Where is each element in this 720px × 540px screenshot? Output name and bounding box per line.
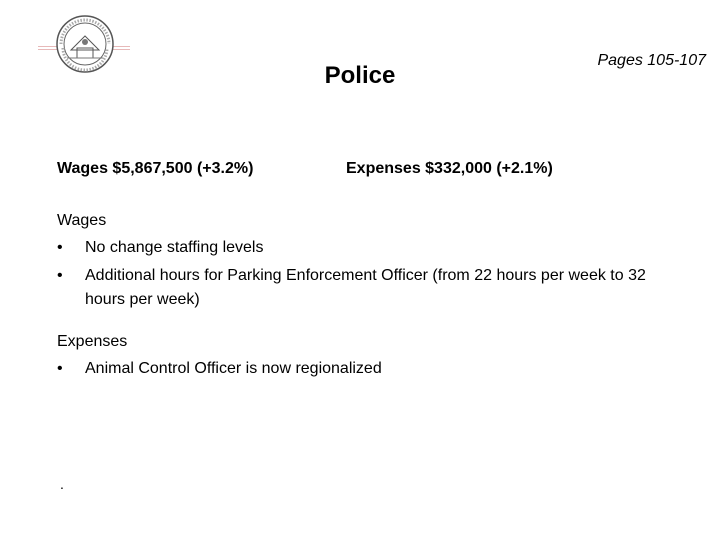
bullet-icon: • xyxy=(57,239,63,256)
bullet-icon: • xyxy=(57,360,63,377)
footer-mark: . xyxy=(60,476,64,492)
list-item xyxy=(57,236,657,260)
list-item xyxy=(57,264,657,312)
wages-summary: Wages $5,867,500 (+3.2%) xyxy=(57,160,254,177)
list-item-text: Animal Control Officer is now regionalized xyxy=(85,360,382,377)
page-reference: Pages 105-107 xyxy=(597,52,706,69)
list-item xyxy=(57,357,657,381)
bullet-icon: • xyxy=(57,267,63,284)
wages-bullet-list xyxy=(57,236,657,312)
page-title: Police xyxy=(324,62,396,89)
expenses-summary: Expenses $332,000 (+2.1%) xyxy=(346,160,553,177)
expenses-heading: Expenses xyxy=(57,333,128,350)
wages-heading: Wages xyxy=(57,212,107,229)
expenses-bullet-list xyxy=(57,357,657,381)
list-item-text: No change staffing levels xyxy=(85,239,264,256)
list-item-text: Additional hours for Parking Enforcement Officer (from 22 hours per week to 32 hours per week) xyxy=(85,267,646,308)
